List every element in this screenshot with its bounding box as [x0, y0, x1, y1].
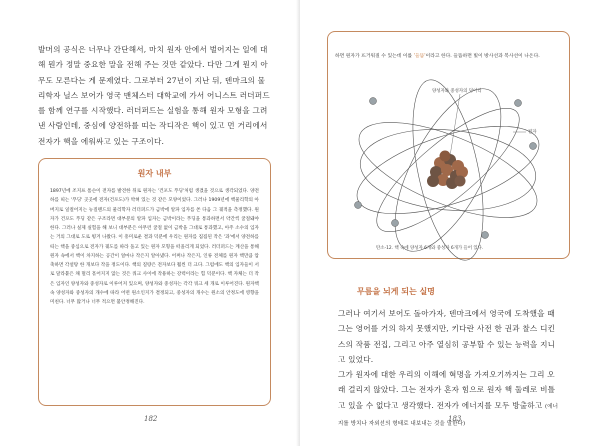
section-heading: 무름을 뇌게 되는 실명 — [357, 287, 435, 296]
right-paragraph-2-note: (에너지를 방치나 자외선의 형태로 내보내는 것을 말한다) — [338, 403, 559, 428]
electron-1 — [370, 98, 377, 105]
page-number-left: 182 — [144, 415, 158, 423]
electron-5 — [482, 232, 489, 239]
figure-intro-highlight: '들뜸' — [413, 54, 426, 59]
electron-2 — [515, 100, 522, 107]
sidebar-body: 1897년에 조지프 톰슨이 전자를 발견한 뒤로 원자는 '건포도 푸딩'처럼 생겼을 것으로 생각되었다. 양전하를 띠는 '푸딩' 곳곳에 전자(건포도)가 박혀 있는 것 같은 모양이었다. 그러나 1909년에 핵물리학의 아버지로 일컬어지는 뉴질랜드의 물리학자 러더퍼드가 금박에 알파 입자를 쏜 다음 그 궤적을 측정했다. 원자가 건포도 푸딩 같은 구조라면 대부분의 알파 입자는 금박이라는 푸딩을 통과하면서 약간씩 굴절돼야 한다. 그러나 실제 실험을 해 보니 대부분은 아무런 굴절 없이 금박을 그대로 통과했고, 아주 소수의 입자는 거의 그대로 도로 튕겨 나왔다. 이 흥미로운 결과 덕분에 우리는 원자를 집집된 작은 '과'에서 양전하를 띠는 핵을 중심으로 전자가 궤도를 따라 돌고 있는 원자 모형을 떠올리게 되었다. 러더퍼드는 계산을 통해 원자 속에서 핵이 차지하는 공간이 얼마나 작은지 알아냈다. 어쩌나 작은지, 인류 전체를 원자 핵만큼 압축하면 각설탕 한 개보다 작을 정도이다. 핵의 질량은 전자보다 훨씬 더 크다. 그럼에도 핵의 입자들이 서로 달라붙은 채 멀리 흩어지지 않는 것은 쿼크 사이에 작용하는 강력이라는 힘 덕분이다. 핵 자체는 더 작은 입자인 양성자와 중성자로 이루어져 있으며, 양성자와 중성자는 각각 쿼크 세 개로 이루어진다. 원자핵 속 양성자와 중성자의 개수에 따라 어떤 원소인지가 결정되고, 중성자의 개수는 원소의 안정도에 영향을 미친다. 너무 많거나 너무 적으면 불안정해진다. — [50, 189, 259, 305]
electron-3 — [530, 143, 537, 150]
label-electron: 전자 — [528, 130, 537, 135]
label-nucleus: 양성자와 중성자의 덩어리 — [432, 89, 482, 94]
right-paragraph-1: 그러나 여기서 보어도 돌아가자, 덴마크에서 영국에 도착했을 때 그는 영어를 거의 하지 못했지만, 키다란 사전 한 권과 찰스 디킨스의 작품 전집, 그리고 아주 열심히 공부할 수 있는 능력을 지니고 있었다. — [338, 309, 556, 364]
sidebar-box — [38, 158, 271, 406]
figure-intro-text: 하면 원자가 뜨거워질 수 있는데 이를 — [335, 54, 414, 59]
sidebar-title: 원자 내부 — [137, 169, 172, 178]
electron-4 — [355, 202, 362, 209]
right-paragraph-2: 그가 원자에 대한 우리의 이해에 혁명을 가져오기까지는 그리 오래 걸리지 않았다. 그는 전자가 혼자 힘으로 원자 핵 둘레로 비틀고 있을 수 없다고 생각했다. 전자가 에너지를 모두 방출하고 — [338, 370, 556, 410]
carbon-atom-illustration — [300, 0, 600, 446]
nucleus — [427, 151, 468, 190]
electron-6 — [392, 220, 399, 227]
page-number-right: 183 — [448, 415, 462, 423]
figure-intro-text-end: 이라고 한다. 들뜸하면 빛이 방사선과 복사선이 나온다. — [425, 54, 540, 59]
figure-caption: 탄소-12. 핵 속에 양성자 6개와 중성자 6개가 들어 있다. — [376, 246, 484, 251]
left-page-paragraph: 발머의 공식은 너무나 간단해서, 마치 원자 안에서 벌어지는 일에 대해 뭔가 정말 중요한 말을 전해 주는 것만 같았다. 다만 그게 뭔지 아무도 모른다는 게 문제였다. 그로부터 27년이 지난 뒤, 덴마크의 물리학자 닐스 보어가 영국 맨체스터 대학교에 가서 어니스트 러더퍼드를 함께 연구를 시작했다. 러더퍼드는 실험을 통해 원자 모형을 그려 낸 사람인데, 중심에 양전하를 띠는 작디작은 핵이 있고 먼 거리에서 전자가 핵을 에워싸고 있는 구조이다. — [38, 45, 270, 146]
